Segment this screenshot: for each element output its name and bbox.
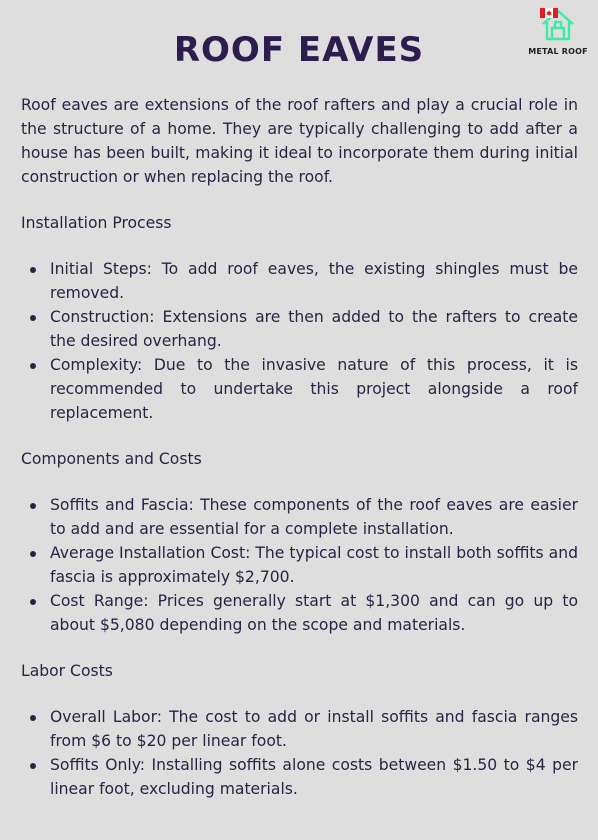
list-item: Cost Range: Prices generally start at $1,300 and can go up to about $5,080 depending on the scope and materials. — [50, 589, 578, 637]
labor-list — [21, 705, 578, 801]
logo — [520, 8, 596, 76]
page-title: ROOF EAVES — [173, 30, 425, 70]
section-heading-components: Components and Costs — [21, 450, 202, 468]
components-list — [21, 493, 578, 637]
list-item: Complexity: Due to the invasive nature of this process, it is recommended to undertake this project alongside a roof replacement. — [50, 353, 578, 425]
logo-text: METAL ROOF — [528, 47, 588, 56]
section-heading-installation: Installation Process — [21, 214, 172, 232]
intro-paragraph: Roof eaves are extensions of the roof rafters and play a crucial role in the structure of a home. They are typically challenging to add after a house has been built, making it ideal to incorporate them during initial construction or when replacing the roof. — [21, 96, 578, 186]
list-item: Soffits Only: Installing soffits alone costs between $1.50 to $4 per linear foot, excluding materials. — [50, 753, 578, 801]
list-item: Soffits and Fascia: These components of the roof eaves are easier to add and are essential for a complete installation. — [50, 493, 578, 541]
list-item: Construction: Extensions are then added to the rafters to create the desired overhang. — [50, 305, 578, 353]
canada-flag-icon — [540, 8, 558, 18]
installation-list — [21, 257, 578, 425]
list-item: Overall Labor: The cost to add or install soffits and fascia ranges from $6 to $20 per linear foot. — [50, 705, 578, 753]
list-item: Initial Steps: To add roof eaves, the existing shingles must be removed. — [50, 257, 578, 305]
section-heading-labor: Labor Costs — [21, 662, 113, 680]
list-item: Average Installation Cost: The typical cost to install both soffits and fascia is approximately $2,700. — [50, 541, 578, 589]
article-body — [21, 93, 578, 801]
